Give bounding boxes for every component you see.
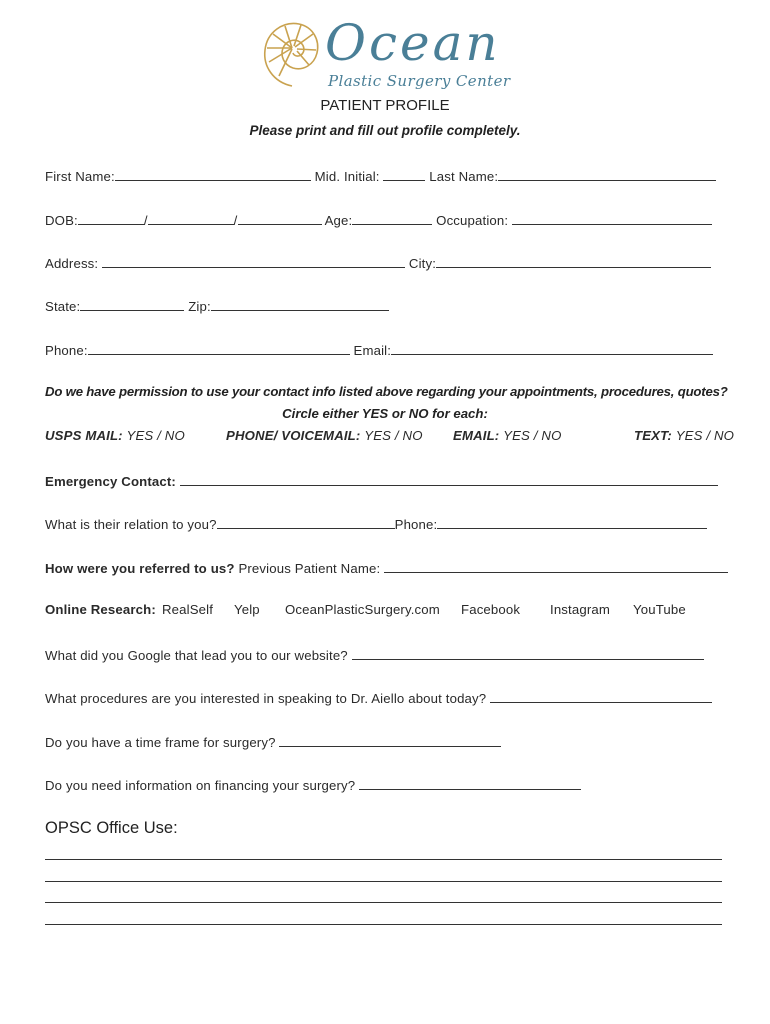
city-field[interactable] bbox=[436, 254, 711, 268]
research-option-youtube[interactable]: YouTube bbox=[633, 602, 686, 617]
relation-label: What is their relation to you? bbox=[45, 517, 217, 532]
name-row bbox=[45, 167, 716, 184]
zip-field[interactable] bbox=[211, 297, 389, 311]
office-use-line[interactable] bbox=[45, 881, 722, 882]
emergency-contact-field[interactable] bbox=[180, 472, 718, 486]
consent-phone bbox=[226, 428, 423, 443]
google-row bbox=[45, 646, 704, 663]
office-use-label: OPSC Office Use: bbox=[45, 819, 178, 837]
state-field[interactable] bbox=[80, 297, 184, 311]
city-label: City: bbox=[408, 256, 437, 271]
form-title: PATIENT PROFILE bbox=[320, 97, 450, 114]
brand-subtitle: Plastic Surgery Center bbox=[328, 72, 511, 90]
referral-row bbox=[45, 559, 728, 576]
emergency-row bbox=[45, 472, 718, 489]
previous-patient-label: Previous Patient Name: bbox=[238, 561, 381, 576]
financing-answer-field[interactable] bbox=[359, 776, 581, 790]
timeframe-question: Do you have a time frame for surgery? bbox=[45, 735, 276, 750]
age-field[interactable] bbox=[352, 211, 432, 225]
procedures-answer-field[interactable] bbox=[490, 689, 712, 703]
emergency-contact-label: Emergency Contact: bbox=[45, 474, 176, 489]
research-option-yelp[interactable]: Yelp bbox=[234, 602, 260, 617]
phone-yes-no[interactable]: YES / NO bbox=[364, 428, 423, 443]
mid-initial-field[interactable] bbox=[383, 167, 425, 181]
dob-separator: / bbox=[143, 213, 148, 228]
state-zip-row bbox=[45, 297, 389, 314]
office-use-line[interactable] bbox=[45, 924, 722, 925]
permission-question: Do we have permission to use your contact info listed above regarding your appointments, procedures, quotes? bbox=[45, 384, 728, 399]
emergency-phone-field[interactable] bbox=[437, 515, 707, 529]
last-name-label: Last Name: bbox=[429, 169, 499, 184]
research-option-website[interactable]: OceanPlasticSurgery.com bbox=[285, 602, 440, 617]
mid-initial-label: Mid. Initial: bbox=[314, 169, 380, 184]
research-option-instagram[interactable]: Instagram bbox=[550, 602, 610, 617]
last-name-field[interactable] bbox=[498, 167, 716, 181]
dob-separator: / bbox=[233, 213, 238, 228]
phone-email-row bbox=[45, 341, 713, 358]
consent-email bbox=[453, 428, 562, 443]
address-row bbox=[45, 254, 711, 271]
form-subtitle: Please print and fill out profile completely. bbox=[249, 123, 521, 138]
emergency-phone-label: Phone: bbox=[394, 517, 438, 532]
previous-patient-field[interactable] bbox=[384, 559, 728, 573]
procedures-question: What procedures are you interested in speaking to Dr. Aiello about today? bbox=[45, 691, 487, 706]
permission-instruction: Circle either YES or NO for each: bbox=[282, 406, 488, 421]
google-question: What did you Google that lead you to our website? bbox=[45, 648, 348, 663]
age-label: Age: bbox=[324, 213, 353, 228]
brand-name: Ocean bbox=[325, 14, 501, 72]
state-label: State: bbox=[45, 299, 81, 314]
office-use-line[interactable] bbox=[45, 859, 722, 860]
timeframe-row bbox=[45, 733, 501, 750]
first-name-label: First Name: bbox=[45, 169, 115, 184]
first-name-field[interactable] bbox=[115, 167, 311, 181]
text-consent-label: TEXT: bbox=[634, 428, 672, 443]
dob-row bbox=[45, 211, 712, 228]
financing-row bbox=[45, 776, 581, 793]
usps-yes-no[interactable]: YES / NO bbox=[126, 428, 185, 443]
online-research-label: Online Research: bbox=[45, 602, 156, 617]
zip-label: Zip: bbox=[188, 299, 211, 314]
procedures-row bbox=[45, 689, 712, 706]
address-label: Address: bbox=[45, 256, 99, 271]
google-answer-field[interactable] bbox=[352, 646, 704, 660]
email-field[interactable] bbox=[391, 341, 713, 355]
consent-text bbox=[634, 428, 734, 443]
research-option-realself[interactable]: RealSelf bbox=[162, 602, 214, 617]
occupation-label: Occupation: bbox=[436, 213, 509, 228]
office-use-line[interactable] bbox=[45, 902, 722, 903]
usps-mail-label: USPS MAIL: bbox=[45, 428, 123, 443]
relation-field[interactable] bbox=[217, 515, 395, 529]
phone-field[interactable] bbox=[88, 341, 350, 355]
occupation-field[interactable] bbox=[512, 211, 712, 225]
dob-month-field[interactable] bbox=[78, 211, 144, 225]
referred-label: How were you referred to us? bbox=[45, 561, 235, 576]
consent-usps bbox=[45, 428, 185, 443]
text-yes-no[interactable]: YES / NO bbox=[675, 428, 735, 443]
relation-row bbox=[45, 515, 707, 532]
logo bbox=[258, 14, 511, 94]
dob-label: DOB: bbox=[45, 213, 78, 228]
email-yes-no[interactable]: YES / NO bbox=[503, 428, 562, 443]
phone-voicemail-label: PHONE/ VOICEMAIL: bbox=[226, 428, 361, 443]
nautilus-shell-icon bbox=[261, 18, 323, 90]
address-field[interactable] bbox=[102, 254, 405, 268]
timeframe-answer-field[interactable] bbox=[279, 733, 501, 747]
research-option-facebook[interactable]: Facebook bbox=[461, 602, 521, 617]
financing-question: Do you need information on financing your surgery? bbox=[45, 778, 356, 793]
dob-year-field[interactable] bbox=[238, 211, 322, 225]
email-consent-label: EMAIL: bbox=[453, 428, 500, 443]
email-label: Email: bbox=[353, 343, 392, 358]
phone-label: Phone: bbox=[45, 343, 88, 358]
dob-day-field[interactable] bbox=[148, 211, 234, 225]
